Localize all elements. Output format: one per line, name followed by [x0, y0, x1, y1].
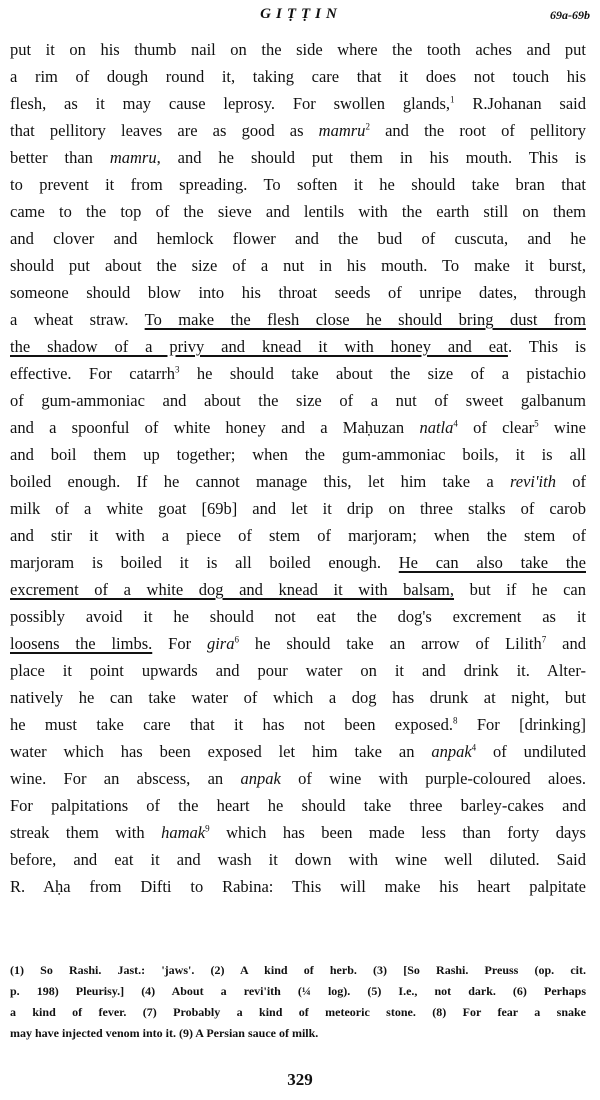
- text-segment: effective. For catarrh: [10, 364, 175, 383]
- text-segment: better than: [10, 148, 110, 167]
- underlined-passage: excrement of a white dog and knead it with balsam,: [10, 580, 455, 599]
- text-line: [10, 495, 586, 522]
- text-segment: he should take about the size of a pistachio: [179, 364, 587, 383]
- text-line: [10, 765, 586, 792]
- text-segment: . This is: [507, 337, 586, 356]
- text-line: [10, 630, 586, 657]
- footnote-line: (1) So Rashi. Jast.: 'jaws'. (2) A kind of herb. (3) [So Rashi. Preuss (op. cit.: [10, 963, 586, 977]
- text-line: [10, 333, 586, 360]
- footnote-marker: 4: [471, 742, 477, 753]
- text-line: [10, 414, 586, 441]
- text-line: [10, 846, 586, 873]
- text-segment: of gum-ammoniac and about the size of a nut of sweet galbanum: [10, 391, 586, 410]
- underlined-passage: To make the flesh close he should bring dust from: [144, 310, 586, 329]
- italic-term: mamru: [318, 121, 366, 140]
- italic-term: anpak: [431, 742, 472, 761]
- text-segment: but if he can: [454, 580, 586, 599]
- text-segment: put it on his thumb nail on the side where the tooth aches and put: [10, 40, 586, 59]
- underlined-passage: He can also take the: [398, 553, 586, 572]
- text-line: [10, 522, 586, 549]
- text-segment: of clear: [457, 418, 535, 437]
- underlined-passage: loosens the limbs.: [10, 634, 153, 653]
- text-segment: R. Aḥa from Difti to Rabina: This will make his heart palpitate: [10, 877, 586, 896]
- text-segment: of undiluted: [476, 742, 587, 761]
- text-line: [10, 873, 586, 900]
- text-segment: came to the top of the sieve and lentils with the earth still on them: [10, 202, 586, 221]
- footnote-marker: 4: [453, 418, 458, 429]
- footnote-marker: 1: [450, 94, 455, 105]
- text-segment: milk of a white goat [69b] and let it drip on three stalks of carob: [10, 499, 586, 518]
- text-segment: he must take care that it has not been exposed.: [10, 715, 453, 734]
- text-line: [10, 90, 586, 117]
- text-line: [10, 441, 586, 468]
- text-segment: he should take an arrow of Lilith: [238, 634, 542, 653]
- text-line: [10, 252, 586, 279]
- italic-term: revi'ith: [509, 472, 556, 491]
- italic-term: hamak: [161, 823, 206, 842]
- footnote-marker: 5: [534, 418, 539, 429]
- text-segment: wine: [538, 418, 586, 437]
- text-segment: flesh, as it may cause leprosy. For swollen glands,: [10, 94, 451, 113]
- footnote-line: p. 198) Pleurisy.] (4) About a revi'ith (¼ log). (5) I.e., not dark. (6) Perhaps: [10, 984, 586, 998]
- text-line: [10, 144, 586, 171]
- text-segment: and boil them up together; when the gum-ammoniac boils, it is all: [10, 445, 586, 464]
- text-segment: place it point upwards and pour water on it and drink it. Alter-: [10, 661, 586, 680]
- text-line: [10, 576, 586, 603]
- text-segment: and a spoonful of white honey and a Maḥuzan: [10, 418, 420, 437]
- text-segment: and: [546, 634, 586, 653]
- footnote-line: may have injected venom into it. (9) A Persian sauce of milk.: [10, 1026, 319, 1040]
- text-segment: before, and eat it and wash it down with wine well diluted. Said: [10, 850, 586, 869]
- text-segment: For [drinking]: [457, 715, 586, 734]
- text-line: [10, 171, 586, 198]
- footnote-marker: 2: [365, 121, 370, 132]
- footnote-marker: 7: [541, 634, 547, 645]
- text-segment: water which has been exposed let him take an: [10, 742, 432, 761]
- footnote-marker: 9: [205, 823, 210, 834]
- folio-reference: 69a-69b: [550, 8, 590, 22]
- text-line: [10, 711, 586, 738]
- text-segment: of wine with purple-coloured aloes.: [280, 769, 586, 788]
- text-segment: marjoram is boiled it is all boiled enough.: [10, 553, 399, 572]
- text-line: [10, 468, 586, 495]
- text-line: [10, 684, 586, 711]
- footnotes: [10, 960, 586, 1044]
- text-segment: streak them with: [10, 823, 162, 842]
- text-segment: and clover and hemlock flower and the bud of cuscuta, and he: [10, 229, 586, 248]
- text-segment: should put about the size of a nut in his mouth. To make it burst,: [10, 256, 586, 275]
- footnote-marker: 6: [234, 634, 239, 645]
- text-line: [10, 198, 586, 225]
- text-segment: wine. For an abscess, an: [10, 769, 241, 788]
- italic-term: gira: [206, 634, 235, 653]
- text-line: [10, 225, 586, 252]
- text-line: [10, 63, 586, 90]
- text-segment: and stir it with a piece of stem of marjoram; when the stem of: [10, 526, 586, 545]
- main-text: [10, 36, 586, 900]
- text-line: [10, 738, 586, 765]
- text-segment: boiled enough. If he cannot manage this, let him take a: [10, 472, 510, 491]
- italic-term: anpak: [240, 769, 281, 788]
- text-line: [10, 360, 586, 387]
- footnote-marker: 8: [452, 715, 458, 726]
- text-line: [10, 279, 586, 306]
- text-segment: possibly avoid it he should not eat the dog's excrement as it: [10, 607, 586, 626]
- footnote-marker: 3: [175, 364, 180, 375]
- text-line: [10, 306, 586, 333]
- text-line: [10, 603, 586, 630]
- text-segment: For: [152, 634, 207, 653]
- text-segment: , and he should put them in his mouth. This is: [156, 148, 586, 167]
- underlined-passage: the shadow of a privy and knead it with honey and eat: [10, 337, 508, 356]
- running-header: [10, 6, 592, 28]
- italic-term: mamru: [109, 148, 157, 167]
- text-segment: of: [555, 472, 587, 491]
- text-segment: which has been made less than forty days: [209, 823, 586, 842]
- text-segment: that pellitory leaves are as good as: [10, 121, 319, 140]
- text-segment: to prevent it from spreading. To soften it he should take bran that: [10, 175, 586, 194]
- text-segment: R.Johanan said: [454, 94, 587, 113]
- text-segment: a wheat straw.: [10, 310, 145, 329]
- text-segment: and the root of pellitory: [369, 121, 586, 140]
- text-segment: someone should blow into his throat seeds of unripe dates, through: [10, 283, 586, 302]
- text-line: [10, 387, 586, 414]
- text-line: [10, 36, 586, 63]
- text-segment: natively he can take water of which a dog has drunk at night, but: [10, 688, 586, 707]
- running-title: GIṬṬIN: [260, 6, 342, 22]
- text-line: [10, 549, 586, 576]
- page-number: 329: [287, 1070, 313, 1089]
- text-line: [10, 819, 586, 846]
- italic-term: natla: [419, 418, 454, 437]
- footnote-line: a kind of fever. (7) Probably a kind of meteoric stone. (8) For fear a snake: [10, 1005, 586, 1019]
- text-segment: a rim of dough round it, taking care that it does not touch his: [10, 67, 586, 86]
- text-line: [10, 117, 586, 144]
- text-line: [10, 792, 586, 819]
- text-line: [10, 657, 586, 684]
- text-segment: For palpitations of the heart he should take three barley-cakes and: [10, 796, 586, 815]
